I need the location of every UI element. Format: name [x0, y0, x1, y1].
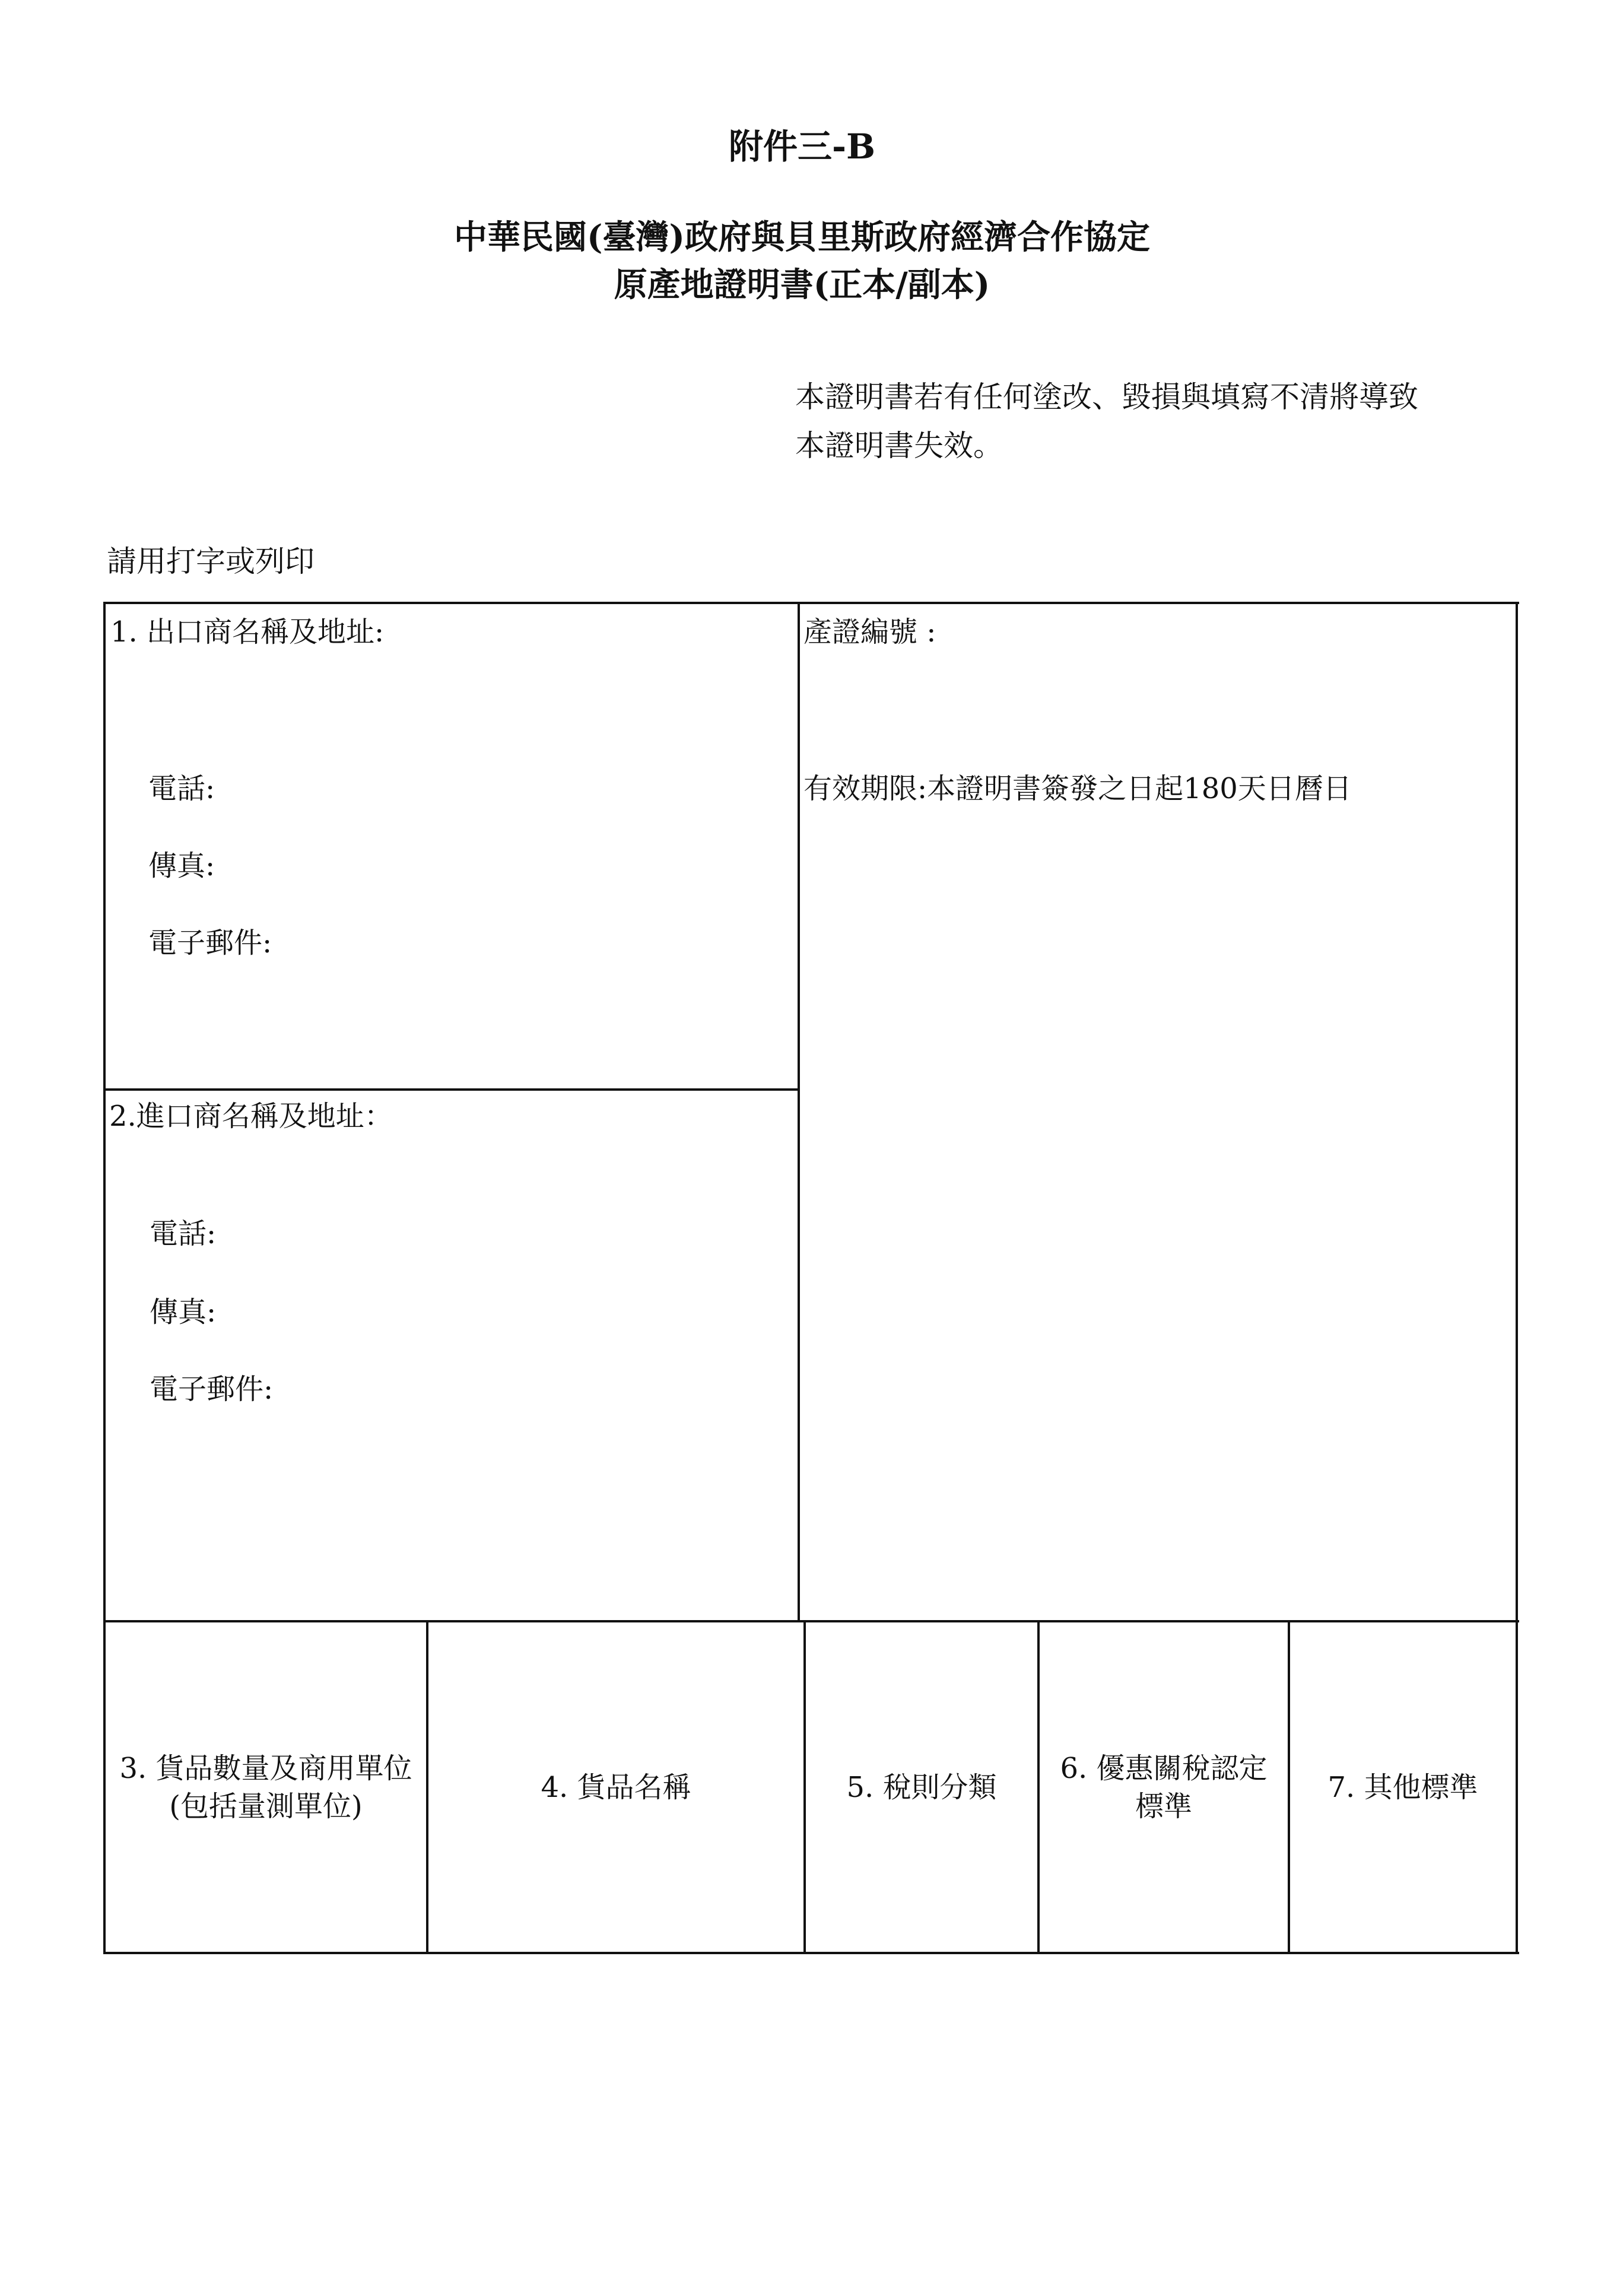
importer-email-label: 電子郵件: — [150, 1373, 274, 1406]
table-border-bottom — [103, 1952, 1519, 1954]
table-border-top — [103, 602, 1519, 604]
certificate-number-label: 產證編號 : — [803, 615, 936, 649]
exporter-heading: 1. 出口商名稱及地址: — [110, 615, 385, 649]
goods-col-quantity-line1: 3. 貨品數量及商用單位 — [119, 1751, 412, 1785]
goods-col-quantity — [106, 1622, 426, 1952]
validity-notice — [795, 373, 1567, 470]
exporter-fax-label: 傳真: — [148, 849, 215, 882]
goods-col-quantity-line2: (包括量測單位) — [169, 1789, 363, 1823]
goods-col-preference-line1: 6. 優惠關稅認定 — [1060, 1751, 1268, 1785]
importer-phone-label: 電話: — [150, 1217, 217, 1250]
importer-heading: 2.進口商名稱及地址： — [109, 1100, 393, 1133]
certificate-validity-label: 有效期限:本證明書簽發之日起180天日曆日 — [803, 772, 1352, 805]
goods-col-preference-line2: 標準 — [1135, 1789, 1192, 1823]
importer-fax-label: 傳真: — [150, 1295, 217, 1329]
exporter-email-label: 電子郵件: — [148, 926, 272, 960]
table-border-right — [1516, 602, 1518, 1954]
goods-col-hs-code-line1: 5. 稅則分類 — [846, 1770, 997, 1804]
notice-line-1: 本證明書若有任何塗改、毀損與填寫不清將導致 — [795, 380, 1418, 414]
goods-col-preference-criterion — [1040, 1622, 1288, 1952]
annex-label: 附件三-B — [728, 126, 876, 167]
goods-col-description-line1: 4. 貨品名稱 — [541, 1770, 691, 1804]
exporter-phone-label: 電話: — [148, 772, 215, 805]
goods-col-description — [428, 1622, 803, 1952]
goods-col-hs-code — [806, 1622, 1037, 1952]
document-title: 中華民國(臺灣)政府與貝里斯政府經濟合作協定 — [454, 218, 1150, 257]
exporter-importer-divider — [103, 1088, 799, 1091]
goods-col-other-line1: 7. 其他標準 — [1327, 1770, 1478, 1804]
print-instruction: 請用打字或列印 — [107, 544, 315, 579]
goods-col-other-criteria — [1290, 1622, 1516, 1952]
table-middle-divider — [798, 602, 800, 1622]
document-subtitle: 原產地證明書(正本/副本) — [614, 265, 990, 304]
notice-line-2: 本證明書失效。 — [795, 428, 1003, 463]
